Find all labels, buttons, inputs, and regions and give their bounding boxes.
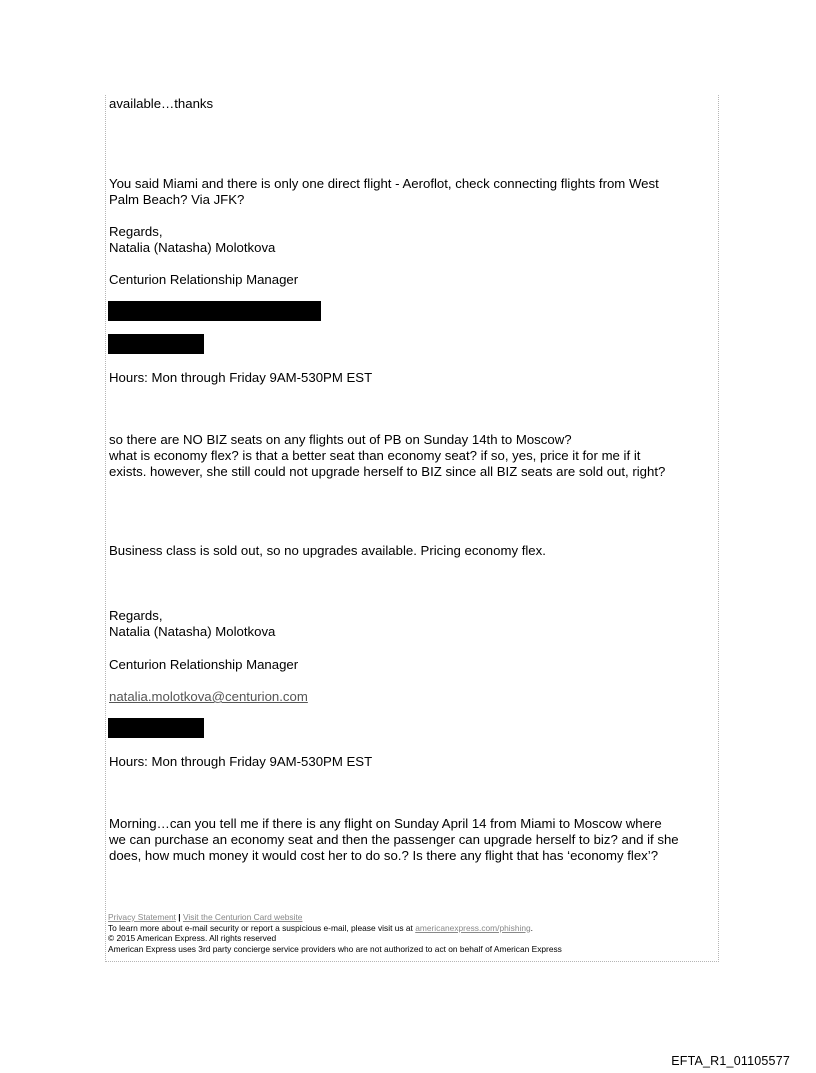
document-id: EFTA_R1_01105577 xyxy=(671,1054,790,1068)
signature2-regards: Regards, xyxy=(109,608,163,623)
signature2-title: Centurion Relationship Manager xyxy=(109,657,299,672)
signature1-title: Centurion Relationship Manager xyxy=(109,272,299,287)
redaction-block xyxy=(108,334,204,354)
redaction-block xyxy=(108,301,321,321)
original-line2: we can purchase an economy seat and then the passenger can upgrade herself to biz? and if she xyxy=(109,832,679,847)
phishing-link[interactable]: americanexpress.com/phishing xyxy=(415,922,531,933)
reply2-text: Business class is sold out, so no upgrades available. Pricing economy flex. xyxy=(109,543,546,558)
reply1-line2: Palm Beach? Via JFK? xyxy=(109,192,245,207)
redaction-block xyxy=(108,718,204,738)
signature2-hours: Hours: Mon through Friday 9AM-530PM EST xyxy=(109,754,373,769)
signature2-name: Natalia (Natasha) Molotkova xyxy=(109,624,276,639)
original-line3: does, how much money it would cost her to do so.? Is there any flight that has ‘economy flex’? xyxy=(109,848,659,863)
question2-line1: so there are NO BIZ seats on any flights out of PB on Sunday 14th to Moscow? xyxy=(109,432,572,447)
footer-security-row xyxy=(108,923,533,934)
signature1-hours: Hours: Mon through Friday 9AM-530PM EST xyxy=(109,370,373,385)
footer-copyright: © 2015 American Express. All rights reserved xyxy=(108,933,277,943)
footer-security-text: To learn more about e-mail security or report a suspicious e-mail, please visit us at xyxy=(108,922,416,933)
reply1-line1: You said Miami and there is only one direct flight - Aeroflot, check connecting flights from West xyxy=(109,176,659,191)
question2-line3: exists. however, she still could not upgrade herself to BIZ since all BIZ seats are sold out, right? xyxy=(109,464,666,479)
footer-security-suffix: . xyxy=(530,922,533,933)
footer-links-row xyxy=(108,912,302,923)
visit-centurion-link[interactable]: Visit the Centurion Card website xyxy=(182,912,303,922)
signature2-email-link[interactable]: natalia.molotkova@centurion.com xyxy=(109,689,308,704)
signature1-regards: Regards, xyxy=(109,224,163,239)
privacy-statement-link[interactable]: Privacy Statement xyxy=(108,912,176,922)
footer-disclaimer: American Express uses 3rd party concierge service providers who are not authorized to act on behalf of American Express xyxy=(108,943,562,954)
footer-separator: | xyxy=(175,912,183,922)
question2-line2: what is economy flex? is that a better seat than economy seat? if so, yes, price it for me if it xyxy=(109,448,641,463)
signature1-name: Natalia (Natasha) Molotkova xyxy=(109,240,276,255)
original-line1: Morning…can you tell me if there is any flight on Sunday April 14 from Miami to Moscow where xyxy=(109,816,662,831)
thread-top-text: available…thanks xyxy=(109,96,214,111)
